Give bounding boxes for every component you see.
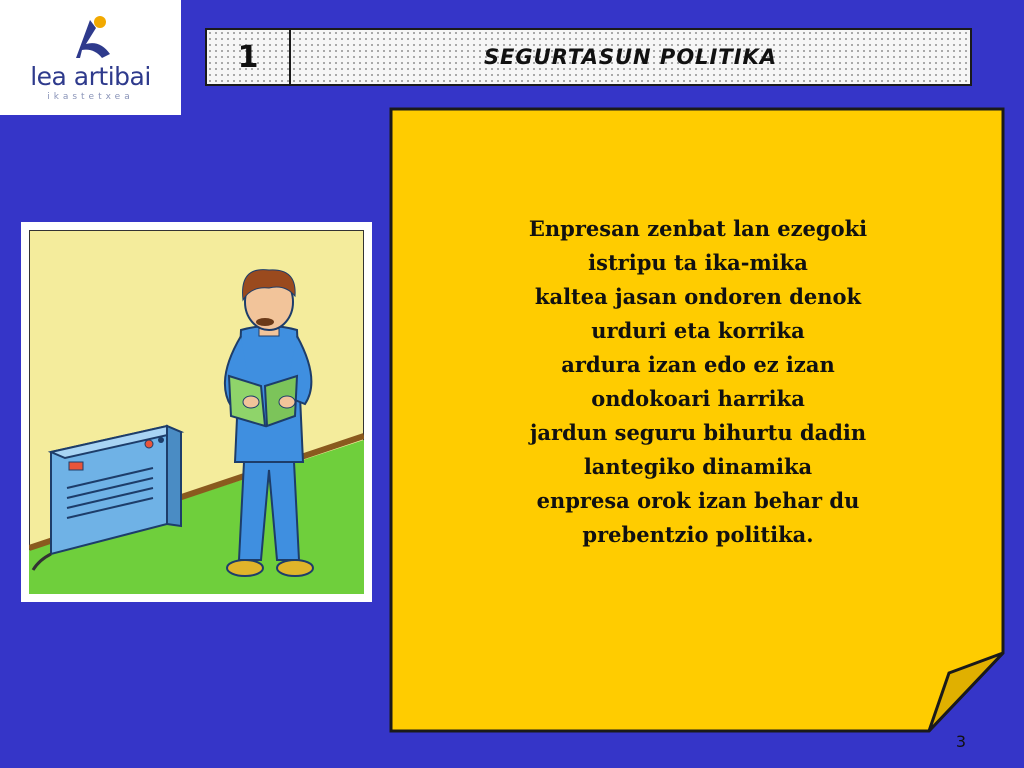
slide-title: SEGURTASUN POLITIKA	[483, 45, 778, 69]
poem-line: lantegiko dinamika	[583, 454, 813, 479]
poem-line: istripu ta ika-mika	[588, 250, 808, 275]
logo-name: lea artibai	[30, 62, 151, 91]
slide-number: 1	[207, 30, 291, 84]
poem-text	[402, 212, 994, 552]
poem-line: Enpresan zenbat lan ezegoki	[528, 216, 868, 241]
poem-line: jardun seguru bihurtu dadin	[529, 420, 867, 445]
poem-line: enpresa orok izan behar du	[536, 488, 860, 513]
illustration-frame	[21, 222, 372, 602]
page-number: 3	[955, 732, 966, 751]
poem-line: prebentzio politika.	[582, 522, 814, 547]
poem-line: ondokoari harrika	[591, 386, 805, 411]
logo-subtitle: ikastetxea	[47, 92, 134, 102]
poem-line: kaltea jasan ondoren denok	[534, 284, 862, 309]
worker-reading-near-heater-illustration	[29, 230, 364, 594]
title-bar	[205, 28, 972, 86]
poem-line: urduri eta korrika	[591, 318, 805, 343]
logo	[0, 0, 181, 115]
poem-line: ardura izan edo ez izan	[561, 352, 835, 377]
lea-artibai-logo-icon	[60, 14, 120, 64]
